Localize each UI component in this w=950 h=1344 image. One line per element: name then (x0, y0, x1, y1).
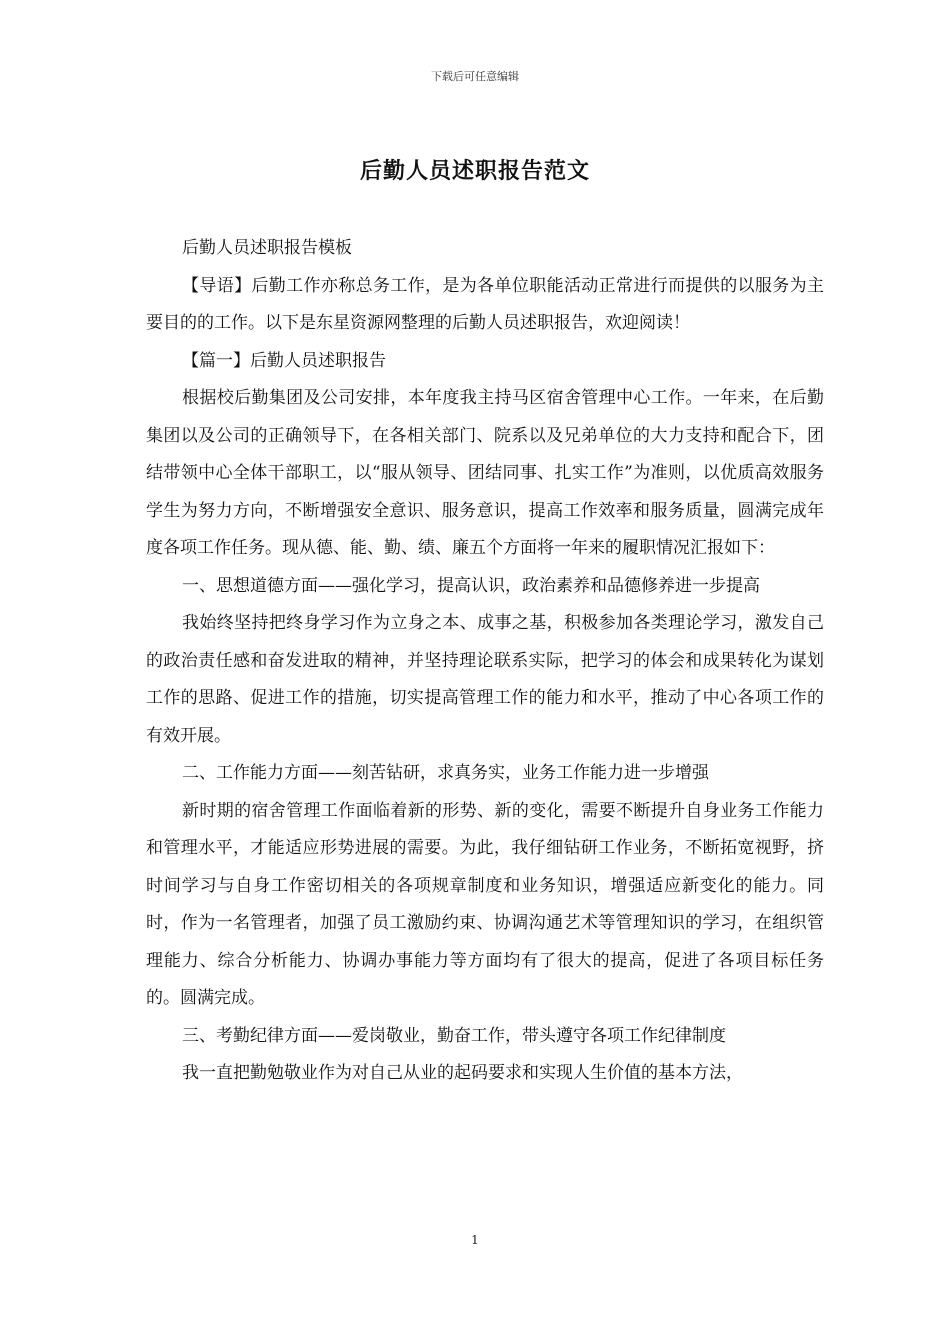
body-paragraph: 我一直把勤勉敬业作为对自己从业的起码要求和实现人生价值的基本方法， (182, 1063, 743, 1083)
page-header-note: 下载后可任意编辑 (431, 70, 519, 83)
body-paragraph: 根据校后勤集团及公司安排，本年度我主持马区宿舍管理中心工作。一年来，在后勤集团以及公司的正确领导下，在各相关部门、院系以及兄弟单位的大力支持和配合下，团结带领中心全体干部职工，以“服从领导、团结同事、扎实工作”为准则，以优质高效服务学生为努力方向，不断增强安全意识、服务意识，提高工作效率和服务质量，圆满完成年度各项工作任务。现从德、能、勤、绩、廉五个方面将一年来的履职情况汇报如下： (146, 388, 824, 558)
subtitle-paragraph: 后勤人员述职报告模板 (182, 238, 352, 258)
page-number: 1 (471, 1233, 479, 1247)
document-body (146, 230, 824, 1093)
section-heading-discipline: 三、考勤纪律方面——爱岗敬业，勤奋工作，带头遵守各项工作纪律制度 (182, 1025, 726, 1046)
intro-paragraph: 【导语】后勤工作亦称总务工作，是为各单位职能活动正常进行而提供的以服务为主要目的的工作。以下是东星资源网整理的后勤人员述职报告，欢迎阅读！ (146, 275, 824, 333)
body-paragraph: 新时期的宿舍管理工作面临着新的形势、新的变化，需要不断提升自身业务工作能力和管理水平，才能适应形势进展的需要。为此，我仔细钻研工作业务，不断拓宽视野，挤时间学习与自身工作密切相关的各项规章制度和业务知识，增强适应新变化的能力。同时，作为一名管理者，加强了员工激励约束、协调沟通艺术等管理知识的学习，在组织管理能力、综合分析能力、协调办事能力等方面均有了很大的提高，促进了各项目标任务的。圆满完成。 (146, 800, 824, 1008)
section-heading-ability: 二、工作能力方面——刻苦钻研，求真务实，业务工作能力进一步增强 (182, 763, 709, 783)
section-heading-ideology: 一、思想道德方面——强化学习，提高认识，政治素养和品德修养进一步提高 (182, 575, 760, 596)
section-heading-part-one: 【篇一】后勤人员述职报告 (182, 350, 386, 371)
document-title: 后勤人员述职报告范文 (359, 158, 590, 184)
body-paragraph: 我始终坚持把终身学习作为立身之本、成事之基，积极参加各类理论学习，激发自己的政治责任感和奋发进取的精神，并坚持理论联系实际，把学习的体会和成果转化为谋划工作的思路、促进工作的措施，切实提高管理工作的能力和水平，推动了中心各项工作的有效开展。 (146, 613, 824, 746)
